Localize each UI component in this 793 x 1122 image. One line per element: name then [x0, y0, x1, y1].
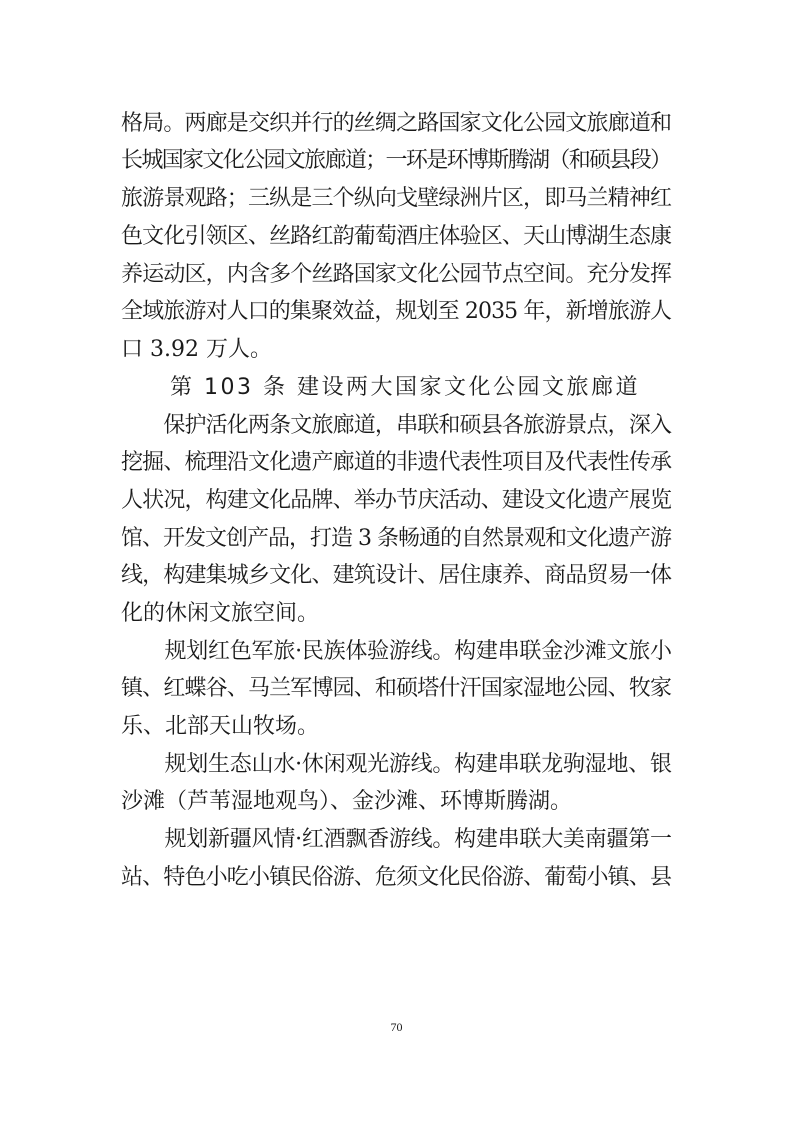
paragraph-line-19: 沙滩（芦苇湿地观鸟）、金沙滩、环博斯腾湖。 [121, 789, 573, 814]
paragraph-line-4: 色文化引领区、丝路红韵葡萄酒庄体验区、天山博湖生态康 [121, 224, 672, 249]
paragraph-line-18: 规划生态山水·休闲观光游线。构建串联龙驹湿地、银 [121, 752, 672, 777]
paragraph-line-11: 人状况，构建文化品牌、举办节庆活动、建设文化遗产展览 [121, 488, 672, 513]
paragraph-line-2: 长城国家文化公园文旅廊道；一环是环博斯腾湖（和硕县段） [121, 148, 671, 173]
paragraph-line-15: 规划红色军旅·民族体验游线。构建串联金沙滩文旅小 [121, 639, 672, 664]
paragraph-line-13: 线，构建集城乡文化、建筑设计、居住康养、商品贸易一体 [121, 563, 672, 588]
paragraph-line-5: 养运动区，内含多个丝路国家文化公园节点空间。充分发挥 [121, 262, 672, 287]
paragraph-line-3: 旅游景观路；三纵是三个纵向戈壁绿洲片区，即马兰精神红 [121, 186, 672, 211]
paragraph-line-9: 保护活化两条文旅廊道，串联和硕县各旅游景点，深入 [121, 413, 672, 438]
paragraph-line-21: 站、特色小吃小镇民俗游、危须文化民俗游、葡萄小镇、县 [121, 865, 672, 890]
paragraph-line-17: 乐、北部天山牧场。 [121, 714, 320, 739]
paragraph-line-12: 馆、开发文创产品，打造 3 条畅通的自然景观和文化遗产游 [121, 526, 671, 551]
paragraph-line-7: 口 3.92 万人。 [121, 337, 272, 362]
section-heading: 第 103 条 建设两大国家文化公园文旅廊道 [121, 375, 640, 400]
paragraph-line-20: 规划新疆风情·红酒飘香游线。构建串联大美南疆第一 [121, 827, 672, 852]
paragraph-line-16: 镇、红蝶谷、马兰军博园、和硕塔什汗国家湿地公园、牧家 [121, 676, 672, 701]
page-number: 70 [390, 1020, 403, 1034]
paragraph-line-14: 化的休闲文旅空间。 [121, 601, 320, 626]
paragraph-line-10: 挖掘、梳理沿文化遗产廊道的非遗代表性项目及代表性传承 [121, 450, 672, 475]
paragraph-line-1: 格局。两廊是交织并行的丝绸之路国家文化公园文旅廊道和 [121, 111, 672, 136]
paragraph-line-6: 全域旅游对人口的集聚效益，规划至 2035 年，新增旅游人 [121, 299, 672, 324]
